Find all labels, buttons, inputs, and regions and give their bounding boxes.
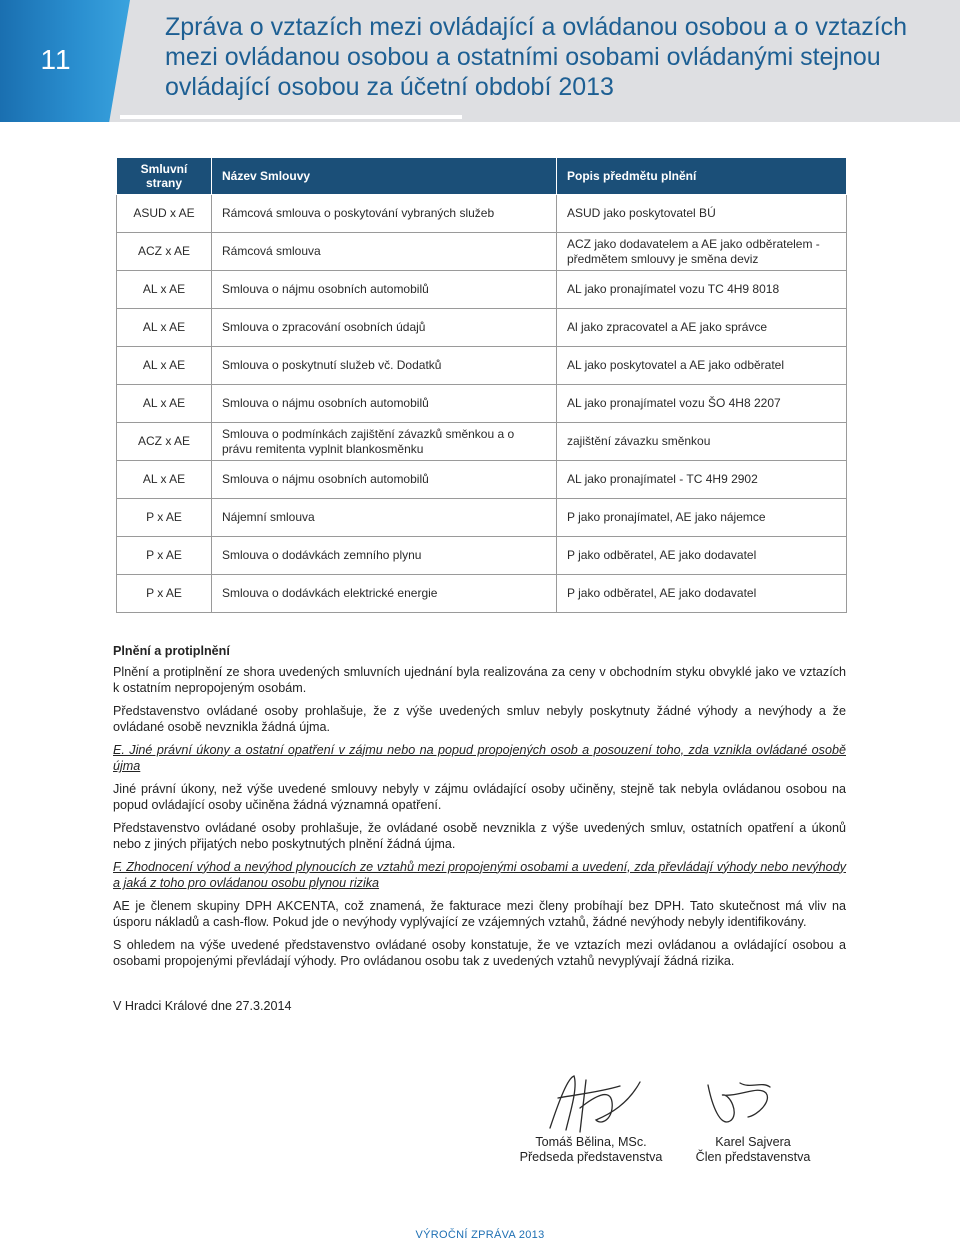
cell-contract-name: Smlouva o poskytnutí služeb vč. Dodatků [212, 347, 557, 385]
cell-subject: AL jako pronajímatel - TC 4H9 2902 [557, 461, 847, 499]
cell-parties: P x AE [117, 537, 212, 575]
cell-subject: P jako odběratel, AE jako dodavatel [557, 575, 847, 613]
table-row [117, 575, 847, 613]
section-f-heading: F. Zhodnocení výhod a nevýhod plynoucích ze vztahů mezi propojenými osobami a uvedení, zda převládají výhody nebo nevýhody a jaká z toho pro ovládanou osobu plynou rizika [113, 859, 846, 890]
cell-subject: AL jako pronajímatel vozu ŠO 4H8 2207 [557, 385, 847, 423]
cell-contract-name: Smlouva o zpracování osobních údajů [212, 309, 557, 347]
page-number: 11 [40, 44, 72, 75]
cell-contract-name: Rámcová smlouva [212, 233, 557, 271]
cell-parties: AL x AE [117, 385, 212, 423]
signer-role: Člen představenstva [695, 1150, 811, 1164]
table-row [117, 499, 847, 537]
paragraph: Jiné právní úkony, než výše uvedené smlouvy nebyly v zájmu ovládající osoby učiněny, stejně tak nebyla ovládanou osobou na popud ovládající osoby učiněna žádná významná opatření. [113, 781, 846, 812]
cell-subject: P jako pronajímatel, AE jako nájemce [557, 499, 847, 537]
table-row [117, 461, 847, 499]
cell-subject: P jako odběratel, AE jako dodavatel [557, 537, 847, 575]
cell-contract-name: Nájemní smlouva [212, 499, 557, 537]
table-row [117, 347, 847, 385]
cell-subject: Al jako zpracovatel a AE jako správce [557, 309, 847, 347]
signature-sajvera [700, 1075, 790, 1135]
header-divider [120, 115, 462, 119]
cell-subject: zajištění závazku směnkou [557, 423, 847, 461]
paragraph: S ohledem na výše uvedené představenstvo ovládané osoby konstatuje, že ve vztazích mezi ovládanou a ovládající osobou a osobami propojenými převládají výhody. Pro ovládanou osobu tak z uvedených vztahů nevyplývají žádná rizika. [113, 937, 846, 968]
section-e-heading: E. Jiné právní úkony a ostatní opatření v zájmu nebo na popud propojených osob a posouzení toho, zda vznikla ovládané osobě újma [113, 742, 846, 773]
table-row [117, 423, 847, 461]
cell-subject: ASUD jako poskytovatel BÚ [557, 195, 847, 233]
contracts-table [116, 157, 847, 613]
table-header-row [117, 158, 847, 195]
cell-contract-name: Smlouva o podmínkách zajištění závazků směnkou a o právu remitenta vyplnit blankosměnku [212, 423, 557, 461]
signer-name: Tomáš Bělina, MSc. [535, 1135, 647, 1149]
paragraph: Představenstvo ovládané osoby prohlašuje, že ovládané osobě nevznikla z výše uvedených smluv, ostatních opatření a úkonů nebo z jiných přijatých nebo poskytnutých plnění žádná újma. [113, 820, 846, 851]
cell-parties: AL x AE [117, 309, 212, 347]
cell-contract-name: Smlouva o nájmu osobních automobilů [212, 271, 557, 309]
place-and-date: V Hradci Králové dne 27.3.2014 [113, 998, 292, 1013]
report-body [113, 643, 846, 1020]
cell-contract-name: Smlouva o nájmu osobních automobilů [212, 461, 557, 499]
cell-parties: ACZ x AE [117, 233, 212, 271]
cell-contract-name: Smlouva o dodávkách elektrické energie [212, 575, 557, 613]
cell-parties: P x AE [117, 499, 212, 537]
section-heading: Plnění a protiplnění [113, 644, 230, 658]
cell-contract-name: Rámcová smlouva o poskytování vybraných služeb [212, 195, 557, 233]
page-header [0, 0, 960, 122]
paragraph: AE je členem skupiny DPH AKCENTA, což znamená, že fakturace mezi členy probíhají bez DPH. Tato skutečnost má vliv na úsporu nákladů a cash-flow. Pokud jde o nevýhody vyplývající ze vzájemných vztahů, žádné nevýhody nebyly identifikovány. [113, 898, 846, 929]
table-row [117, 537, 847, 575]
cell-subject: ACZ jako dodavatelem a AE jako odběratelem - předmětem smlouvy je směna deviz [557, 233, 847, 271]
cell-parties: ACZ x AE [117, 423, 212, 461]
cell-parties: AL x AE [117, 347, 212, 385]
cell-parties: AL x AE [117, 461, 212, 499]
column-header-parties: Smluvní strany [117, 158, 212, 195]
signature-belina [540, 1068, 650, 1138]
signer-role: Předseda představenstva [519, 1150, 663, 1164]
cell-subject: AL jako pronajímatel vozu TC 4H9 8018 [557, 271, 847, 309]
table-row [117, 195, 847, 233]
table-row [117, 385, 847, 423]
cell-parties: P x AE [117, 575, 212, 613]
table-row [117, 309, 847, 347]
cell-subject: AL jako poskytovatel a AE jako odběratel [557, 347, 847, 385]
signer-name: Karel Sajvera [715, 1135, 791, 1149]
page-title: Zpráva o vztazích mezi ovládající a ovládanou osobou a o vztazích mezi ovládanou osobou a ostatními osobami ovládanými stejnou ovládající osobou za účetní období 2013 [165, 13, 908, 101]
signer-member [653, 1135, 853, 1165]
paragraph: Představenstvo ovládané osoby prohlašuje, že z výše uvedených smluv nebyly poskytnuty žádné výhody a nevýhody a že ovládané osobě nevznikla žádná újma. [113, 703, 846, 734]
table-row [117, 271, 847, 309]
page-footer: VÝROČNÍ ZPRÁVA 2013 [415, 1229, 545, 1241]
column-header-contract-name: Název Smlouvy [212, 158, 557, 195]
paragraph: Plnění a protiplnění ze shora uvedených smluvních ujednání byla realizována za ceny v obchodním styku obvyklé jako ve vztazích k ostatním nepropojeným osobám. [113, 664, 846, 695]
cell-contract-name: Smlouva o dodávkách zemního plynu [212, 537, 557, 575]
cell-parties: ASUD x AE [117, 195, 212, 233]
cell-parties: AL x AE [117, 271, 212, 309]
column-header-subject: Popis předmětu plnění [557, 158, 847, 195]
cell-contract-name: Smlouva o nájmu osobních automobilů [212, 385, 557, 423]
table-row [117, 233, 847, 271]
